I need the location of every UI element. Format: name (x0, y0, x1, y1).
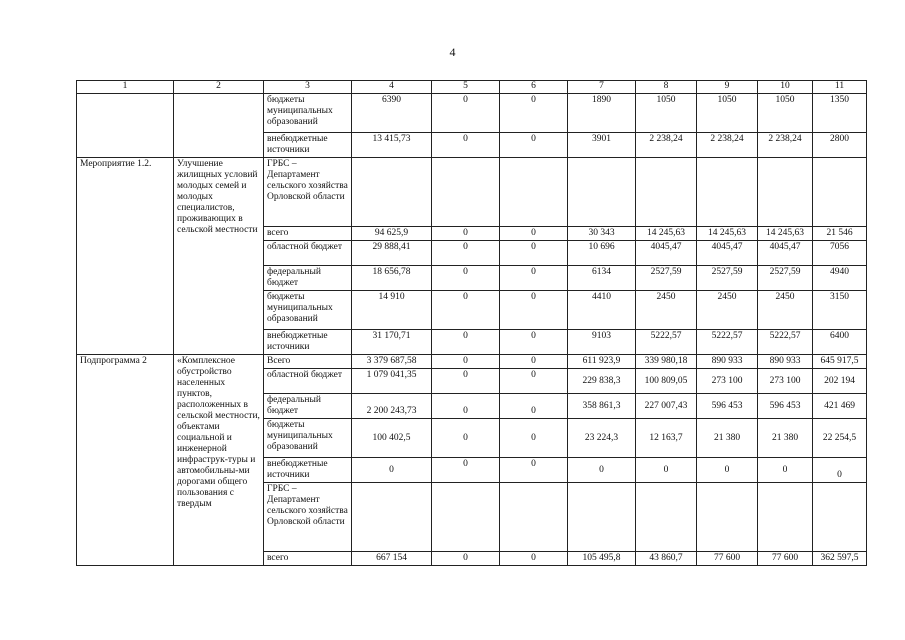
value-cell: 0 (500, 241, 568, 266)
value-cell (500, 483, 568, 552)
value-cell: 1350 (813, 94, 867, 133)
value-cell: 0 (697, 458, 758, 483)
value-cell: 0 (500, 369, 568, 394)
value-cell: 5222,57 (758, 330, 813, 355)
value-cell: 2450 (758, 291, 813, 330)
funding-source: федеральный бюджет (264, 266, 352, 291)
value-cell: 0 (500, 291, 568, 330)
value-cell: 0 (432, 133, 500, 158)
value-cell: 0 (500, 330, 568, 355)
funding-source: внебюджетные источники (264, 330, 352, 355)
value-cell: 1050 (636, 94, 697, 133)
value-cell: 4410 (568, 291, 636, 330)
column-header: 11 (813, 81, 867, 94)
value-cell (500, 158, 568, 227)
value-cell: 421 469 (813, 394, 867, 419)
value-cell: 0 (500, 552, 568, 566)
funding-source: ГРБС – Департамент сельского хозяйства Орловской области (264, 483, 352, 552)
value-cell: 3901 (568, 133, 636, 158)
value-cell: 14 910 (352, 291, 432, 330)
measure-description: Улучшение жилищных условий молодых семей и молодых специалистов, проживающих в сельской местности (174, 158, 264, 355)
value-cell: 14 245,63 (697, 227, 758, 241)
value-cell: 6390 (352, 94, 432, 133)
value-cell: 358 861,3 (568, 394, 636, 419)
value-cell: 5222,57 (636, 330, 697, 355)
value-cell: 0 (500, 133, 568, 158)
column-header: 4 (352, 81, 432, 94)
funding-source: ГРБС – Департамент сельского хозяйства Орловской области (264, 158, 352, 227)
funding-source: областной бюджет (264, 241, 352, 266)
value-cell: 2527,59 (697, 266, 758, 291)
value-cell: 1 079 041,35 (352, 369, 432, 394)
value-cell: 22 254,5 (813, 419, 867, 458)
subprogram-label: Подпрограмма 2 (77, 355, 174, 566)
funding-source: бюджеты муниципальных образований (264, 291, 352, 330)
value-cell: 29 888,41 (352, 241, 432, 266)
value-cell: 31 170,71 (352, 330, 432, 355)
table-row (77, 94, 867, 133)
value-cell: 21 380 (697, 419, 758, 458)
value-cell: 890 933 (697, 355, 758, 369)
value-cell: 0 (432, 330, 500, 355)
table-row (77, 158, 867, 227)
column-header: 6 (500, 81, 568, 94)
value-cell: 0 (500, 394, 568, 419)
value-cell: 0 (500, 227, 568, 241)
value-cell (352, 158, 432, 227)
value-cell: 2 238,24 (636, 133, 697, 158)
funding-source: внебюджетные источники (264, 133, 352, 158)
value-cell: 667 154 (352, 552, 432, 566)
subprogram-description: «Комплексное обустройство населенных пунктов, расположенных в сельской местности, объектами социальной и инженерной инфраструк-туры и автомобильны-ми дорогами общего пользования с твердым (174, 355, 264, 566)
value-cell: 2 200 243,73 (352, 394, 432, 419)
funding-source: всего (264, 552, 352, 566)
value-cell (432, 158, 500, 227)
value-cell (813, 158, 867, 227)
value-cell: 2450 (697, 291, 758, 330)
value-cell: 273 100 (697, 369, 758, 394)
value-cell: 14 245,63 (636, 227, 697, 241)
column-header: 7 (568, 81, 636, 94)
table-row (77, 355, 867, 369)
empty-cell (77, 94, 174, 158)
value-cell: 0 (813, 458, 867, 483)
value-cell: 9103 (568, 330, 636, 355)
value-cell (758, 158, 813, 227)
value-cell: 273 100 (758, 369, 813, 394)
value-cell: 14 245,63 (758, 227, 813, 241)
value-cell: 596 453 (697, 394, 758, 419)
value-cell: 645 917,5 (813, 355, 867, 369)
value-cell (568, 483, 636, 552)
value-cell: 596 453 (758, 394, 813, 419)
value-cell: 0 (636, 458, 697, 483)
funding-source: внебюджетные источники (264, 458, 352, 483)
value-cell (636, 158, 697, 227)
value-cell: 1050 (697, 94, 758, 133)
value-cell: 227 007,43 (636, 394, 697, 419)
funding-source: бюджеты муниципальных образований (264, 419, 352, 458)
value-cell: 12 163,7 (636, 419, 697, 458)
budget-table (76, 80, 867, 566)
value-cell: 2527,59 (758, 266, 813, 291)
value-cell: 0 (500, 419, 568, 458)
value-cell: 4045,47 (758, 241, 813, 266)
value-cell (352, 483, 432, 552)
value-cell (758, 483, 813, 552)
value-cell: 0 (432, 241, 500, 266)
header-row (77, 81, 867, 94)
funding-source: областной бюджет (264, 369, 352, 394)
value-cell: 0 (568, 458, 636, 483)
value-cell: 0 (758, 458, 813, 483)
value-cell: 3 379 687,58 (352, 355, 432, 369)
value-cell: 890 933 (758, 355, 813, 369)
column-header: 3 (264, 81, 352, 94)
value-cell: 0 (500, 266, 568, 291)
value-cell: 21 380 (758, 419, 813, 458)
page-number: 4 (449, 45, 456, 59)
value-cell: 7056 (813, 241, 867, 266)
value-cell: 0 (432, 94, 500, 133)
value-cell (636, 483, 697, 552)
value-cell: 2527,59 (636, 266, 697, 291)
value-cell: 229 838,3 (568, 369, 636, 394)
value-cell: 0 (432, 394, 500, 419)
value-cell: 4940 (813, 266, 867, 291)
value-cell (697, 158, 758, 227)
value-cell: 0 (432, 291, 500, 330)
value-cell: 4045,47 (636, 241, 697, 266)
value-cell: 0 (432, 369, 500, 394)
value-cell: 0 (432, 552, 500, 566)
value-cell: 202 194 (813, 369, 867, 394)
value-cell: 1050 (758, 94, 813, 133)
measure-label: Мероприятие 1.2. (77, 158, 174, 355)
value-cell: 1890 (568, 94, 636, 133)
empty-cell (174, 94, 264, 158)
value-cell: 94 625,9 (352, 227, 432, 241)
value-cell: 0 (432, 458, 500, 483)
value-cell: 77 600 (697, 552, 758, 566)
value-cell: 2 238,24 (697, 133, 758, 158)
column-header: 2 (174, 81, 264, 94)
column-header: 10 (758, 81, 813, 94)
value-cell: 2450 (636, 291, 697, 330)
value-cell: 6134 (568, 266, 636, 291)
value-cell (568, 158, 636, 227)
value-cell: 0 (432, 419, 500, 458)
value-cell (813, 483, 867, 552)
value-cell: 0 (500, 94, 568, 133)
value-cell: 0 (432, 355, 500, 369)
funding-source: Всего (264, 355, 352, 369)
column-header: 9 (697, 81, 758, 94)
value-cell: 3150 (813, 291, 867, 330)
value-cell (432, 483, 500, 552)
value-cell: 100 809,05 (636, 369, 697, 394)
value-cell: 30 343 (568, 227, 636, 241)
value-cell: 105 495,8 (568, 552, 636, 566)
value-cell: 23 224,3 (568, 419, 636, 458)
value-cell: 10 696 (568, 241, 636, 266)
funding-source: федеральный бюджет (264, 394, 352, 419)
value-cell: 0 (432, 266, 500, 291)
value-cell: 2800 (813, 133, 867, 158)
value-cell: 4045,47 (697, 241, 758, 266)
value-cell: 100 402,5 (352, 419, 432, 458)
value-cell: 0 (500, 458, 568, 483)
column-header: 1 (77, 81, 174, 94)
value-cell: 0 (352, 458, 432, 483)
value-cell: 611 923,9 (568, 355, 636, 369)
value-cell: 5222,57 (697, 330, 758, 355)
value-cell: 6400 (813, 330, 867, 355)
value-cell: 18 656,78 (352, 266, 432, 291)
funding-source: всего (264, 227, 352, 241)
value-cell: 0 (432, 227, 500, 241)
column-header: 5 (432, 81, 500, 94)
value-cell: 339 980,18 (636, 355, 697, 369)
column-header: 8 (636, 81, 697, 94)
value-cell: 21 546 (813, 227, 867, 241)
value-cell: 0 (500, 355, 568, 369)
value-cell: 362 597,5 (813, 552, 867, 566)
value-cell: 43 860,7 (636, 552, 697, 566)
value-cell: 77 600 (758, 552, 813, 566)
funding-source: бюджеты муниципальных образований (264, 94, 352, 133)
value-cell: 2 238,24 (758, 133, 813, 158)
value-cell (697, 483, 758, 552)
value-cell: 13 415,73 (352, 133, 432, 158)
